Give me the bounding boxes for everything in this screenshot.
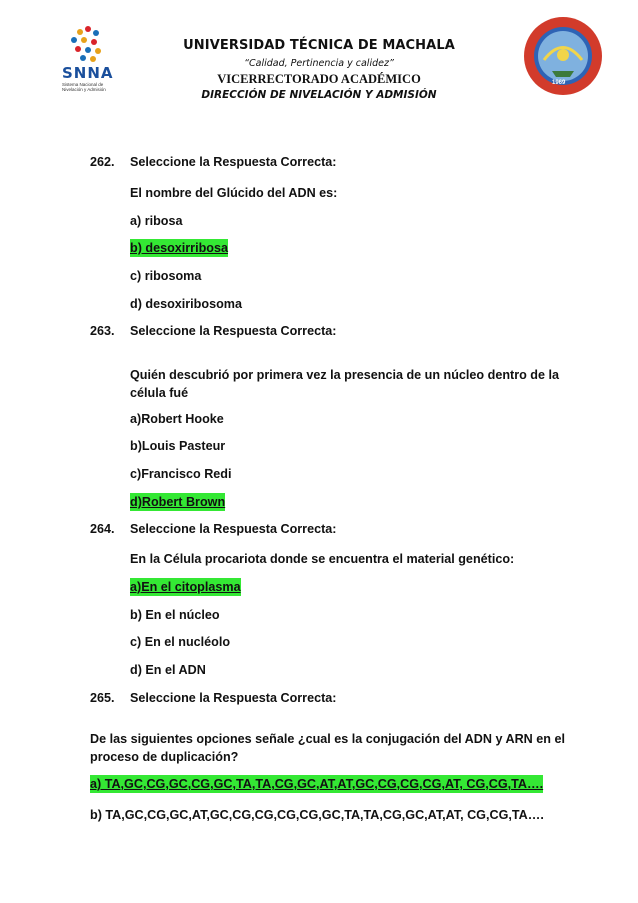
vicerrectorado-title: VICERRECTORADO ACADÉMICO: [217, 72, 421, 86]
question-heading: Seleccione la Respuesta Correcta:: [130, 522, 337, 536]
question-prompt: El nombre del Glúcido del ADN es:: [130, 186, 338, 200]
question-heading: Seleccione la Respuesta Correcta:: [130, 155, 337, 169]
question-prompt-line1: De las siguientes opciones señale ¿cual es la conjugación del ADN y ARN en el: [90, 732, 565, 746]
question-prompt-line1: Quién descubrió por primera vez la presencia de un núcleo dentro de la: [130, 368, 559, 382]
answer-option: c)Francisco Redi: [130, 467, 232, 481]
answer-option-correct: d)Robert Brown: [130, 495, 226, 509]
question-number: 263.: [90, 324, 115, 338]
question-prompt-line2: proceso de duplicación?: [90, 750, 239, 764]
question-heading: Seleccione la Respuesta Correcta:: [130, 691, 337, 705]
question-number: 264.: [90, 522, 115, 536]
answer-option: b) TA,GC,CG,GC,AT,GC,CG,CG,CG,CG,GC,TA,TA,CG,GC,AT,AT, CG,CG,TA….: [90, 808, 544, 822]
answer-option: d) desoxiribosoma: [130, 297, 242, 311]
question-number: 262.: [90, 155, 115, 169]
snna-logo-text: SNNA: [62, 64, 114, 82]
answer-option: a) ribosa: [130, 214, 183, 228]
answer-option: b) En el núcleo: [130, 608, 220, 622]
snna-logo-sub2: Nivelación y Admisión: [62, 87, 106, 92]
snna-logo-sub1: Sistema Nacional de: [62, 82, 104, 87]
question-heading: Seleccione la Respuesta Correcta:: [130, 324, 337, 338]
answer-option: d) En el ADN: [130, 663, 206, 677]
answer-option-correct: a)En el citoplasma: [130, 580, 241, 594]
question-prompt-line2: célula fué: [130, 386, 189, 400]
question-number: 265.: [90, 691, 115, 705]
motto: “Calidad, Pertinencia y calidez”: [244, 58, 394, 69]
question-prompt: En la Célula procariota donde se encuentra el material genético:: [130, 552, 515, 566]
answer-option: b)Louis Pasteur: [130, 439, 226, 453]
answer-option: c) ribosoma: [130, 269, 202, 283]
seal-year: 1969: [552, 80, 566, 86]
answer-option: a)Robert Hooke: [130, 412, 224, 426]
direccion-title: DIRECCIÓN DE NIVELACIÓN Y ADMISIÓN: [201, 89, 437, 101]
answer-option-correct: a) TA,GC,CG,GC,CG,GC,TA,TA,CG,GC,AT,AT,GC,CG,CG,CG,AT, CG,CG,TA….: [90, 777, 544, 791]
university-title: UNIVERSIDAD TÉCNICA DE MACHALA: [183, 38, 455, 53]
answer-option-correct: b) desoxirribosa: [130, 241, 228, 255]
answer-option: c) En el nucléolo: [130, 635, 231, 649]
